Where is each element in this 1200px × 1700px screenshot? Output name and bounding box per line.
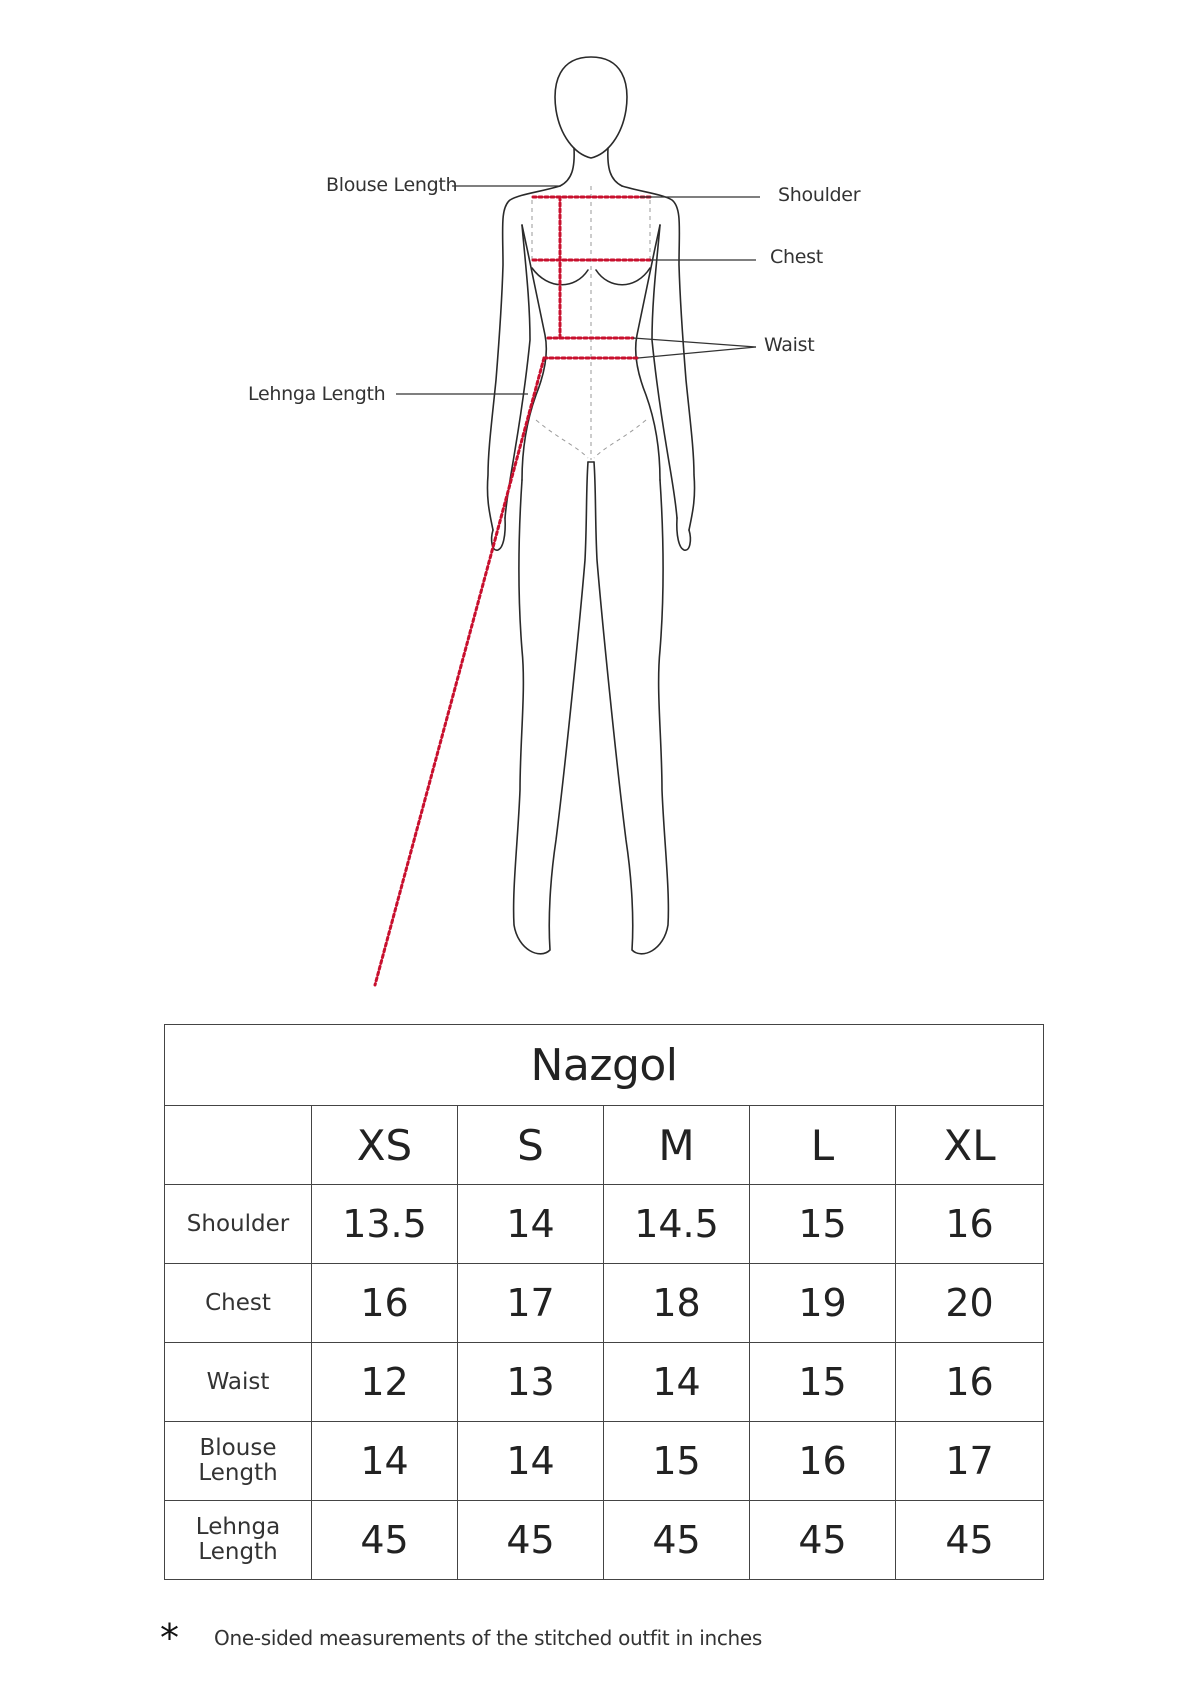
table-cell: 12 [312, 1343, 458, 1422]
row-label: Chest [165, 1264, 312, 1343]
row-label: Blouse Length [165, 1422, 312, 1501]
size-header-s: S [458, 1106, 604, 1185]
asterisk-icon: * [160, 1616, 179, 1660]
size-header-xl: XL [896, 1106, 1044, 1185]
size-header-row [165, 1106, 1044, 1185]
measurement-lines [375, 197, 650, 985]
table-cell: 45 [604, 1501, 750, 1580]
table-row-lehnga-length [165, 1501, 1044, 1580]
row-label: Lehnga Length [165, 1501, 312, 1580]
table-cell: 19 [750, 1264, 896, 1343]
table-cell: 20 [896, 1264, 1044, 1343]
table-cell: 45 [896, 1501, 1044, 1580]
callout-leaders [396, 186, 760, 394]
size-chart-table [164, 1024, 1044, 1580]
lehnga-length-measure-line [375, 358, 544, 985]
table-cell: 15 [750, 1185, 896, 1264]
corner-cell [165, 1106, 312, 1185]
size-header-l: L [750, 1106, 896, 1185]
table-cell: 15 [604, 1422, 750, 1501]
size-header-xs: XS [312, 1106, 458, 1185]
table-cell: 45 [312, 1501, 458, 1580]
table-cell: 18 [604, 1264, 750, 1343]
chest-callout: Chest [770, 246, 823, 268]
shoulder-callout: Shoulder [778, 184, 861, 206]
table-cell: 16 [750, 1422, 896, 1501]
body-outline [487, 57, 694, 954]
size-header-m: M [604, 1106, 750, 1185]
table-row-waist [165, 1343, 1044, 1422]
table-cell: 15 [750, 1343, 896, 1422]
table-cell: 13 [458, 1343, 604, 1422]
construction-guides [532, 186, 650, 460]
table-cell: 14 [312, 1422, 458, 1501]
footnote [160, 1616, 1060, 1660]
table-cell: 16 [312, 1264, 458, 1343]
table-row-chest [165, 1264, 1044, 1343]
table-cell: 16 [896, 1343, 1044, 1422]
table-cell: 14 [458, 1422, 604, 1501]
table-row-blouse-length [165, 1422, 1044, 1501]
waist-leader-lower [638, 347, 756, 358]
table-cell: 14.5 [604, 1185, 750, 1264]
table-cell: 14 [458, 1185, 604, 1264]
row-label: Waist [165, 1343, 312, 1422]
table-cell: 17 [458, 1264, 604, 1343]
table-cell: 14 [604, 1343, 750, 1422]
table-cell: 17 [896, 1422, 1044, 1501]
waist-callout: Waist [764, 334, 815, 356]
table-title: Nazgol [165, 1025, 1044, 1106]
table-cell: 45 [458, 1501, 604, 1580]
table-row-shoulder [165, 1185, 1044, 1264]
table-cell: 45 [750, 1501, 896, 1580]
footnote-text: One-sided measurements of the stitched outfit in inches [214, 1626, 763, 1650]
row-label: Shoulder [165, 1185, 312, 1264]
table-cell: 16 [896, 1185, 1044, 1264]
lehnga-length-callout: Lehnga Length [248, 383, 386, 405]
table-cell: 13.5 [312, 1185, 458, 1264]
blouse-length-callout: Blouse Length [326, 174, 458, 196]
